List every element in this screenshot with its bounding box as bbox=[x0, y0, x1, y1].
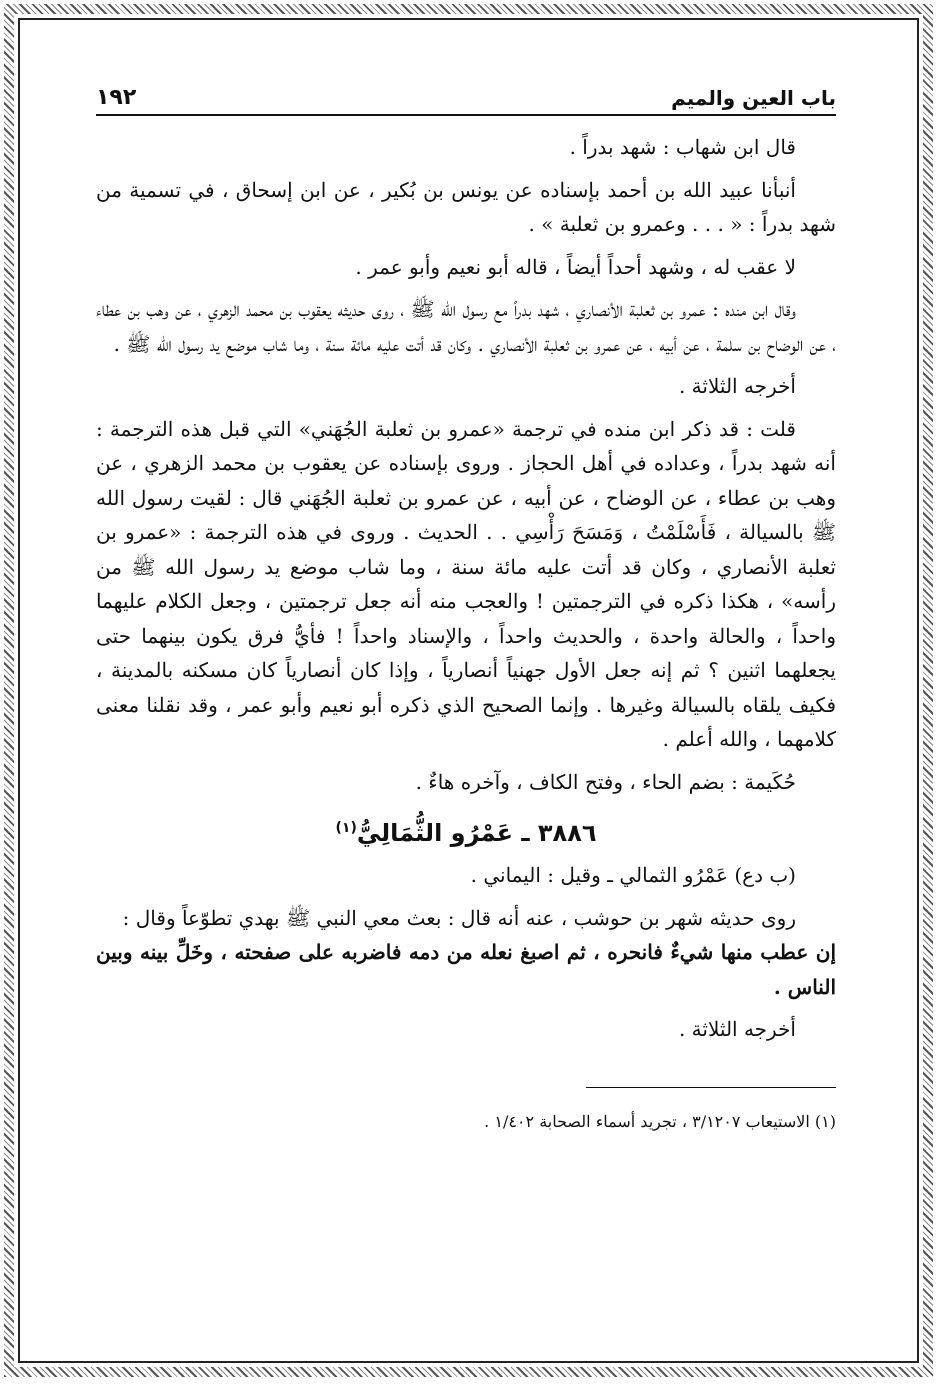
entry-line: أخرجه الثلاثة . bbox=[678, 1017, 796, 1041]
entry-line-bold: إن عطب منها شيءٌ فانحره ، ثم اصبغ نعله من دمه فاضربه على صفحته ، وخَلِّ بينه وبين الناس . bbox=[96, 940, 836, 999]
footnote-divider bbox=[586, 1087, 836, 1088]
entry-line: (ب دع) عَمْرُو الثمالي ـ وقيل : اليماني . bbox=[470, 863, 796, 887]
paragraph: وقال ابن منده : عمرو بن ثعلبة الأنصاري ، شهد بدراً مع رسول الله ﷺ ، روى حديثه يعقوب بن محمد الزهري ، عن وهب بن عطاء ، عن الوضاح بن سلمة ، عن أبيه ، عن عمرو بن ثعلبة الأنصاري . وكان قد أتت عليه مائة سنة ، وما شاب موضع يد رسول الله ﷺ . bbox=[96, 297, 836, 356]
paragraph: حُكَيمة : بضم الحاء ، وفتح الكاف ، وآخره هاءٌ . bbox=[415, 769, 796, 794]
entry-heading-text: ٣٨٨٦ ـ عَمْرُو الثُّمَالِيُّ bbox=[356, 819, 597, 847]
paragraph: أخرجه الثلاثة . bbox=[678, 374, 796, 398]
main-text bbox=[96, 130, 836, 1134]
chapter-title: باب العين والميم bbox=[671, 86, 836, 110]
paragraph: لا عقب له ، وشهد أحداً أيضاً ، قاله أبو نعيم وأبو عمر . bbox=[355, 254, 796, 279]
running-head bbox=[96, 80, 836, 116]
page-number: ١٩٢ bbox=[96, 85, 137, 110]
paragraph: قلت : قد ذكر ابن منده في ترجمة «عمرو بن ثعلبة الجُهَني» التي قبل هذه الترجمة : أنه شهد بدراً ، وعداده في أهل الحجاز . وروى بإسناده عن يعقوب بن محمد الزهري ، عن وهب بن عطاء ، عن الوضاح ، عن أبيه ، عن عمرو بن ثعلبة الجُهَني قال : لقيت رسول الله ﷺ بالسيالة ، فَأَسْلَمْتُ ، وَمَسَحَ رَأْسِي . . الحديث . وروى في هذه الترجمة : «عمرو بن ثعلبة الأنصاري ، وكان قد أتت عليه مائة سنة ، وما شاب موضع يد رسول الله ﷺ من رأسه» ، هكذا ذكره في الترجمتين ! والعجب منه أنه جعل ترجمتين ، وجعل الكلام عليهما واحداً ، والحالة واحدة ، والحديث واحداً ، والإسناد واحداً ! فأيُّ فرق يكون بينهما حتى يجعلهما اثنين ؟ ثم إنه جعل الأول جهنياً أنصارياً ، وإذا كان أنصارياً كان مسكنه بالمدينة ، فكيف يلقاه بالسيالة وغيرها . وإنما الصحيح الذي ذكره أبو نعيم وأبو عمر ، وقد نقلنا معنى كلامهما ، والله أعلم . bbox=[96, 416, 836, 751]
footnote: (١) الاستيعاب ٣/١٢٠٧ ، تجريد أسماء الصحابة ١/٤٠٢ . bbox=[484, 1111, 836, 1131]
paragraph: قال ابن شهاب : شهد بدراً . bbox=[569, 135, 796, 159]
entry-heading bbox=[96, 809, 836, 852]
paragraph: أنبأنا عبيد الله بن أحمد بإسناده عن يونس بن بُكير ، عن ابن إسحاق ، في تسمية من شهد بدراً : « . . . وعمرو بن ثعلبة » . bbox=[96, 177, 836, 236]
footnote-marker: (١) bbox=[335, 820, 357, 836]
entry-line: روى حديثه شهر بن حوشب ، عنه أنه قال : بعث معي النبي ﷺ بهدي تطوّعاً وقال : bbox=[122, 905, 796, 930]
page bbox=[96, 80, 836, 1134]
